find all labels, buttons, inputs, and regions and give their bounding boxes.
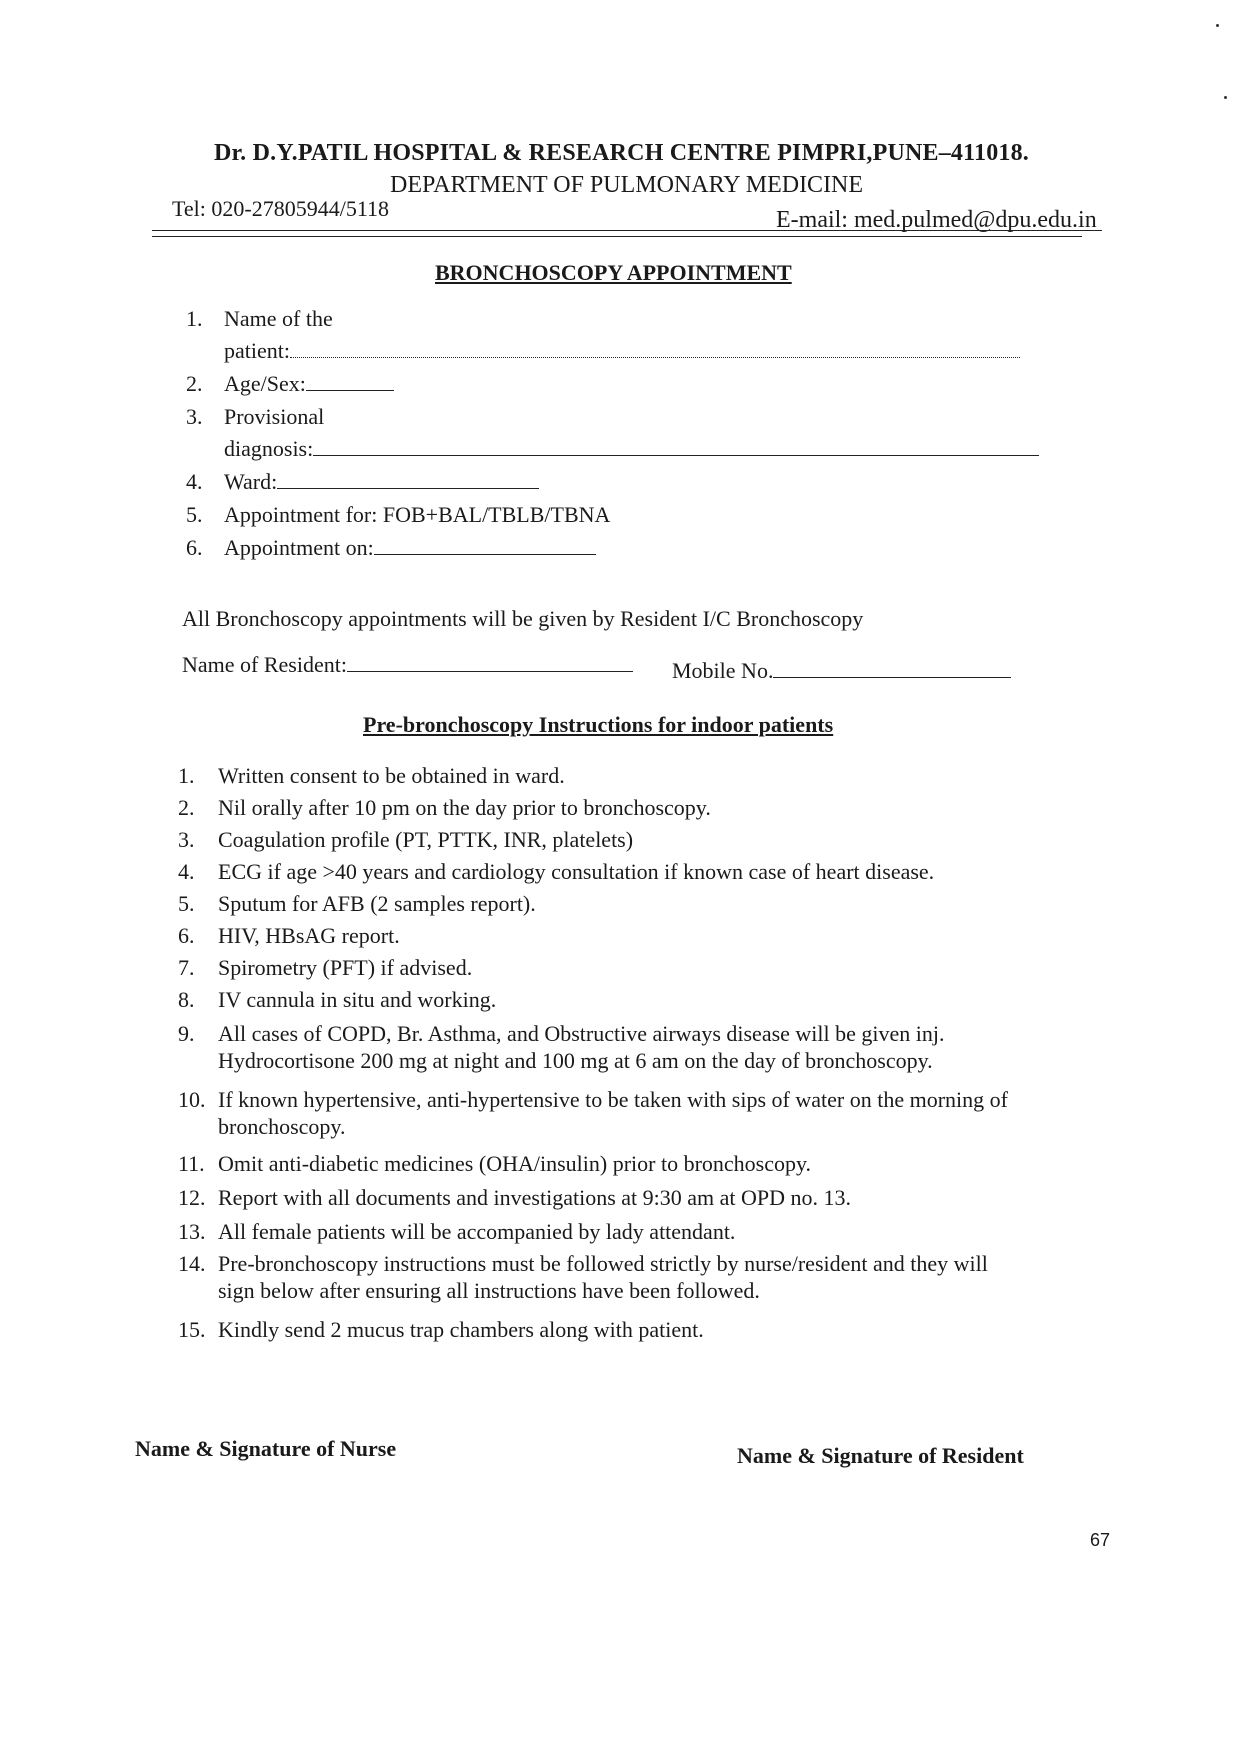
field-label: Provisional	[224, 404, 325, 429]
list-item	[178, 1316, 704, 1343]
field-label: Ward:	[224, 469, 278, 494]
item-text: Spirometry (PFT) if advised.	[218, 955, 473, 980]
item-number: 15.	[178, 1317, 206, 1342]
field-diagnosis	[186, 404, 324, 430]
item-number: 1.	[178, 763, 195, 788]
item-number: 8.	[178, 987, 195, 1012]
item-text: IV cannula in situ and working.	[218, 987, 497, 1012]
item-number: 13.	[178, 1219, 206, 1244]
item-number: 14.	[178, 1251, 206, 1276]
department-name: DEPARTMENT OF PULMONARY MEDICINE	[390, 172, 864, 198]
item-text: Sputum for AFB (2 samples report).	[218, 891, 536, 916]
field-number: 4.	[186, 469, 203, 494]
resident-name-input[interactable]	[347, 653, 633, 672]
patient-name-input[interactable]	[290, 339, 1020, 358]
item-text: Written consent to be obtained in ward.	[218, 763, 565, 788]
item-text: If known hypertensive, anti-hypertensive to be taken with sips of water on the morning of	[218, 1087, 1008, 1112]
field-number: 3.	[186, 404, 203, 429]
field-label: diagnosis:	[224, 436, 314, 461]
field-label: patient:	[224, 338, 290, 363]
field-number: 6.	[186, 535, 203, 560]
page-number: 67	[1090, 1530, 1111, 1550]
field-label: Age/Sex:	[224, 371, 306, 396]
item-text-continued: Hydrocortisone 200 mg at night and 100 mg at 6 am on the day of bronchoscopy.	[218, 1048, 933, 1073]
instructions-title: Pre-bronchoscopy Instructions for indoor patients	[363, 712, 834, 737]
item-number: 7.	[178, 955, 195, 980]
item-number: 9.	[178, 1021, 195, 1046]
list-item	[178, 954, 472, 981]
email: E-mail: med.pulmed@dpu.edu.in	[776, 207, 1097, 233]
item-number: 10.	[178, 1087, 206, 1112]
list-item	[178, 890, 536, 917]
item-number: 12.	[178, 1185, 206, 1210]
list-item	[178, 858, 934, 885]
item-number: 4.	[178, 859, 195, 884]
scan-mark	[1216, 24, 1219, 27]
field-label: Appointment for: FOB+BAL/TBLB/TBNA	[224, 502, 611, 527]
field-label: Appointment on:	[224, 535, 374, 560]
item-number: 3.	[178, 827, 195, 852]
field-patient-name-line	[224, 338, 1020, 364]
item-text: Kindly send 2 mucus trap chambers along with patient.	[218, 1317, 704, 1342]
item-text: Coagulation profile (PT, PTTK, INR, platelets)	[218, 827, 634, 852]
resident-signature-label: Name & Signature of Resident	[737, 1443, 1024, 1468]
item-text: Pre-bronchoscopy instructions must be followed strictly by nurse/resident and they will	[218, 1251, 988, 1276]
header-rule	[152, 230, 1102, 231]
nurse-signature-label: Name & Signature of Nurse	[135, 1436, 397, 1461]
item-text: All cases of COPD, Br. Asthma, and Obstructive airways disease will be given inj.	[218, 1021, 945, 1046]
resident-name-field	[182, 652, 633, 678]
mobile-label: Mobile No.	[672, 658, 774, 683]
list-item	[178, 1184, 851, 1211]
list-item	[178, 1020, 945, 1074]
field-appointment-on	[186, 535, 596, 561]
list-item	[178, 1250, 988, 1304]
list-item	[178, 1150, 811, 1177]
field-label: Name of the	[224, 306, 333, 331]
item-text: Report with all documents and investigations at 9:30 am at OPD no. 13.	[218, 1185, 852, 1210]
telephone: Tel: 020-27805944/5118	[172, 196, 390, 221]
age-sex-input[interactable]	[306, 372, 394, 391]
item-number: 6.	[178, 923, 195, 948]
item-text: HIV, HBsAG report.	[218, 923, 400, 948]
field-diagnosis-line	[224, 436, 1039, 462]
item-text: Omit anti-diabetic medicines (OHA/insulin) prior to bronchoscopy.	[218, 1151, 812, 1176]
form-title: BRONCHOSCOPY APPOINTMENT	[435, 260, 792, 285]
field-number: 1.	[186, 306, 203, 331]
item-text: Nil orally after 10 pm on the day prior to bronchoscopy.	[218, 795, 711, 820]
item-number: 11.	[178, 1151, 205, 1176]
list-item	[178, 762, 565, 789]
header-rule-thin	[152, 236, 1082, 237]
field-appointment-for	[186, 502, 610, 528]
scan-mark	[1224, 96, 1227, 99]
resident-name-label: Name of Resident:	[182, 652, 347, 677]
item-text: ECG if age >40 years and cardiology consultation if known case of heart disease.	[218, 859, 935, 884]
field-patient-name	[186, 306, 333, 332]
list-item	[178, 986, 496, 1013]
item-text: All female patients will be accompanied by lady attendant.	[218, 1219, 736, 1244]
mobile-input[interactable]	[773, 659, 1011, 678]
list-item	[178, 1086, 1008, 1140]
field-ward	[186, 469, 539, 495]
appointment-date-input[interactable]	[374, 536, 596, 555]
field-number: 2.	[186, 371, 203, 396]
field-number: 5.	[186, 502, 203, 527]
list-item	[178, 826, 633, 853]
field-age-sex	[186, 371, 394, 397]
hospital-name: Dr. D.Y.PATIL HOSPITAL & RESEARCH CENTRE PIMPRI,PUNE–411018.	[214, 140, 1029, 166]
list-item	[178, 922, 400, 949]
diagnosis-input[interactable]	[313, 437, 1039, 456]
item-number: 2.	[178, 795, 195, 820]
ward-input[interactable]	[277, 470, 539, 489]
item-number: 5.	[178, 891, 195, 916]
list-item	[178, 794, 711, 821]
mobile-field	[672, 658, 1011, 684]
item-text-continued: bronchoscopy.	[218, 1114, 346, 1139]
item-text-continued: sign below after ensuring all instructions have been followed.	[218, 1278, 760, 1303]
list-item	[178, 1218, 735, 1245]
appointment-note: All Bronchoscopy appointments will be given by Resident I/C Bronchoscopy	[182, 606, 864, 631]
